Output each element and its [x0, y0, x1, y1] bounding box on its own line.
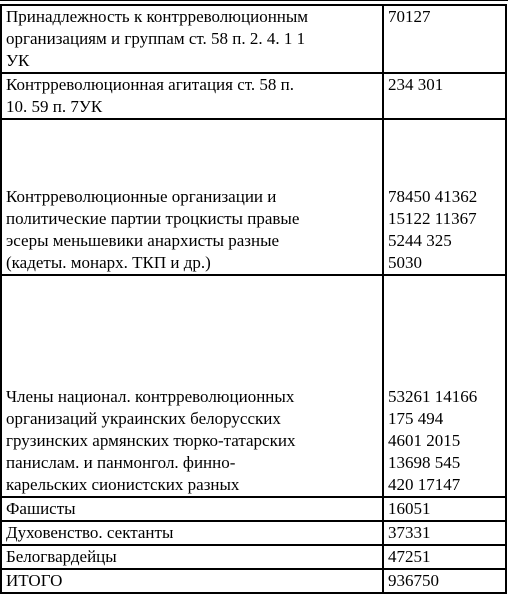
category-cell: Фашисты [1, 497, 383, 521]
table-row [1, 521, 506, 545]
count-cell: 234 301 [383, 73, 506, 119]
count-cell: 53261 14166 175 494 4601 2015 13698 545 420 17147 [383, 275, 506, 497]
count-cell: 47251 [383, 545, 506, 569]
category-cell: Принадлежность к контрреволюционным организациям и группам ст. 58 п. 2. 4. 1 1 УК [1, 5, 383, 73]
category-cell: Контрреволюционная агитация ст. 58 п. 10. 59 п. 7УК [1, 73, 383, 119]
count-cell: 16051 [383, 497, 506, 521]
total-count-cell: 936750 [383, 569, 506, 593]
table-row [1, 73, 506, 119]
table-row [1, 119, 506, 275]
table-row [1, 497, 506, 521]
count-cell: 37331 [383, 521, 506, 545]
total-label-cell: ИТОГО [1, 569, 383, 593]
table-row [1, 545, 506, 569]
total-row [1, 569, 506, 593]
category-cell: Члены национал. контрреволюционных организаций украинских белорусских грузинских армянских тюрко-татарских панислам. и панмонгол. финно- карельских сионистских разных [1, 275, 383, 497]
table-row [1, 5, 506, 73]
category-cell: Контрреволюционные организации и политические партии троцкисты правые эсеры меньшевики анархисты разные (кадеты. монарх. ТКП и др.) [1, 119, 383, 275]
statistics-table [0, 4, 507, 594]
table-row [1, 275, 506, 497]
category-cell: Белогвардейцы [1, 545, 383, 569]
count-cell: 78450 41362 15122 11367 5244 325 5030 [383, 119, 506, 275]
category-cell: Духовенство. сектанты [1, 521, 383, 545]
count-cell: 70127 [383, 5, 506, 73]
